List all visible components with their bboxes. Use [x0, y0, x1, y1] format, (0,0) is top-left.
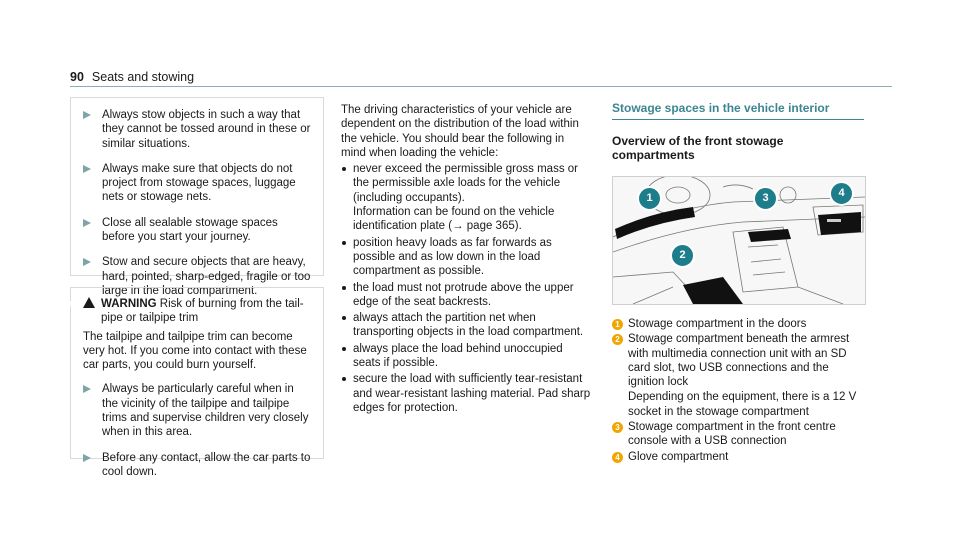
- legend-item: 2 Stowage compartment beneath the armrest with multimedia connection unit with an SD card slot, two USB connections and the ignition lock: [612, 332, 864, 389]
- callout-4: 4: [829, 181, 854, 206]
- number-badge: 4: [612, 452, 623, 463]
- legend-item: 3 Stowage compartment in the front centre console with a USB connection: [612, 420, 864, 449]
- arrow-icon: [83, 165, 91, 173]
- loading-item: never exceed the permissible gross mass or the permissible axle loads for the vehicle (including occupants). Information can be found on the vehicle identification plate (→ page 365).: [341, 162, 591, 233]
- section-title: Stowage spaces in the vehicle interior: [612, 101, 830, 115]
- arrow-icon: [83, 454, 91, 462]
- legend-note: Depending on the equipment, there is a 12 V socket in the stowage compartment: [628, 391, 857, 418]
- loading-item: always place the load behind unoccupied seats if possible.: [341, 342, 591, 371]
- loading-item: always attach the partition net when transporting objects in the load compartment.: [341, 311, 591, 340]
- legend-list: [612, 317, 864, 464]
- warning-item: Always be particularly careful when in the vicinity of the tailpipe and tailpipe trims and supervise children very closely when in this area.: [71, 382, 311, 439]
- stowing-tips-box: [70, 97, 324, 297]
- arrow-icon: [83, 385, 91, 393]
- arrow-icon: [83, 219, 91, 227]
- header-rule: [70, 86, 892, 87]
- right-column: [612, 101, 864, 465]
- page-reference[interactable]: Information can be found on the vehicle identification plate (→ page 365).: [353, 206, 555, 233]
- callout-2: 2: [670, 243, 695, 268]
- tip-item: Always stow objects in such a way that they cannot be tossed around in these or similar situations.: [71, 108, 311, 151]
- warning-title: Risk of burning from the tail-pipe or tailpipe trim: [101, 298, 304, 325]
- section-rule: [612, 119, 864, 120]
- legend-item: 4 Glove compartment: [612, 450, 864, 464]
- loading-intro: The driving characteristics of your vehicle are dependent on the distribution of the load within the vehicle. You should bear the following in mind when loading the vehicle:: [341, 104, 579, 159]
- arrow-icon: [83, 258, 91, 266]
- loading-item: the load must not protrude above the upper edge of the seat backrests.: [341, 281, 591, 310]
- tip-item: Stow and secure objects that are heavy, hard, pointed, sharp-edged, fragile or too large in the load compartment.: [71, 255, 311, 298]
- page-number: 90: [70, 70, 84, 84]
- warning-body: The tailpipe and tailpipe trim can become very hot. If you come into contact with these car parts, you could burn yourself.: [83, 330, 307, 372]
- subtitle: Overview of the front stowage compartments: [612, 134, 784, 162]
- loading-guidelines: [341, 103, 591, 415]
- interior-illustration: [612, 176, 866, 305]
- loading-item: secure the load with sufficiently tear-resistant and wear-resistant lashing material. Pad sharp edges for protection.: [341, 372, 591, 415]
- legend-item: 1 Stowage compartment in the doors: [612, 317, 864, 331]
- page-header: [70, 70, 194, 84]
- warning-icon: [83, 297, 95, 308]
- number-badge: 2: [612, 334, 623, 345]
- warning-box: [70, 287, 324, 478]
- number-badge: 1: [612, 319, 623, 330]
- warning-label: WARNING: [101, 298, 157, 310]
- warning-item: Before any contact, allow the car parts to cool down.: [71, 451, 311, 480]
- section-name: Seats and stowing: [91, 70, 195, 84]
- warning-heading: [83, 297, 311, 326]
- tip-item: Close all sealable stowage spaces before you start your journey.: [71, 216, 311, 245]
- callout-3: 3: [753, 186, 778, 211]
- number-badge: 3: [612, 422, 623, 433]
- loading-item: position heavy loads as far forwards as possible and as low down in the load compartment as possible.: [341, 236, 591, 279]
- arrow-icon: [83, 111, 91, 119]
- tip-item: Always make sure that objects do not project from stowage spaces, luggage nets or stowage nets.: [71, 162, 311, 205]
- callout-1: 1: [637, 186, 662, 211]
